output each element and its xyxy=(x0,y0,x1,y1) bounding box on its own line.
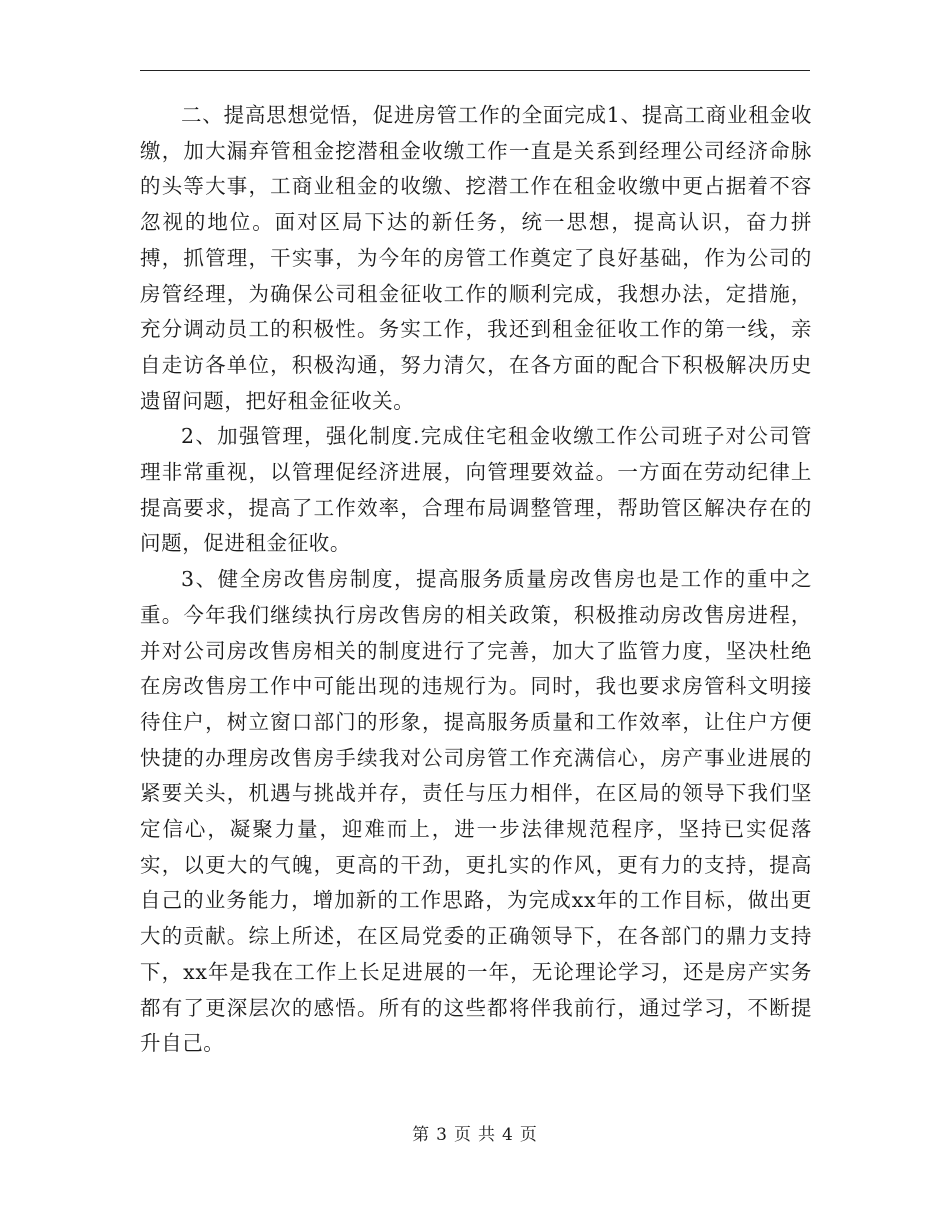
document-body xyxy=(140,98,812,1062)
footer-total-word: 共 xyxy=(478,1125,496,1145)
footer-current-page: 3 xyxy=(436,1125,448,1145)
paragraph-rent-collection: 二、提高思想觉悟，促进房管工作的全面完成1、提高工商业租金收缴，加大漏弃管租金挖潜租金收缴工作一直是关系到经理公司经济命脉的头等大事，工商业租金的收缴、挖潜工作在租金收缴中更占据着不容忽视的地位。面对区局下达的新任务，统一思想，提高认识，奋力拼搏，抓管理，干实事，为今年的房管工作奠定了良好基础，作为公司的房管经理，为确保公司租金征收工作的顺利完成，我想办法，定措施，充分调动员工的积极性。务实工作，我还到租金征收工作的第一线，亲自走访各单位，积极沟通，努力清欠，在各方面的配合下积极解决历史遗留问题，把好租金征收关。 xyxy=(140,103,812,413)
page-footer xyxy=(0,1120,950,1145)
footer-page-unit: 页 xyxy=(454,1125,472,1145)
header-rule xyxy=(140,70,810,71)
footer-total-pages: 4 xyxy=(502,1125,514,1145)
footer-suffix: 页 xyxy=(519,1125,538,1145)
footer-prefix: 第 xyxy=(412,1125,431,1145)
paragraph-management: 2、加强管理，强化制度.完成住宅租金收缴工作公司班子对公司管理非常重视，以管理促经济进展，向管理要效益。一方面在劳动纪律上提高要求，提高了工作效率，合理布局调整管理，帮助管区解决存在的问题，促进租金征收。 xyxy=(140,424,812,556)
paragraph-housing-reform: 3、健全房改售房制度，提高服务质量房改售房也是工作的重中之重。今年我们继续执行房改售房的相关政策，积极推动房改售房进程，并对公司房改售房相关的制度进行了完善，加大了监管力度，坚决杜绝在房改售房工作中可能出现的违规行为。同时，我也要求房管科文明接待住户，树立窗口部门的形象，提高服务质量和工作效率，让住户方便快捷的办理房改售房手续我对公司房管工作充满信心，房产事业进展的紧要关头，机遇与挑战并存，责任与压力相伴，在区局的领导下我们坚定信心，凝聚力量，迎难而上，进一步法律规范程序，坚持已实促落实，以更大的气魄，更高的干劲，更扎实的作风，更有力的支持，提高自己的业务能力，增加新的工作思路，为完成xx年的工作目标，做出更大的贡献。综上所述，在区局党委的正确领导下，在各部门的鼎力支持下，xx年是我在工作上长足进展的一年，无论理论学习，还是房产实务都有了更深层次的感悟。所有的这些都将伴我前行，通过学习，不断提升自己。 xyxy=(140,567,812,1056)
